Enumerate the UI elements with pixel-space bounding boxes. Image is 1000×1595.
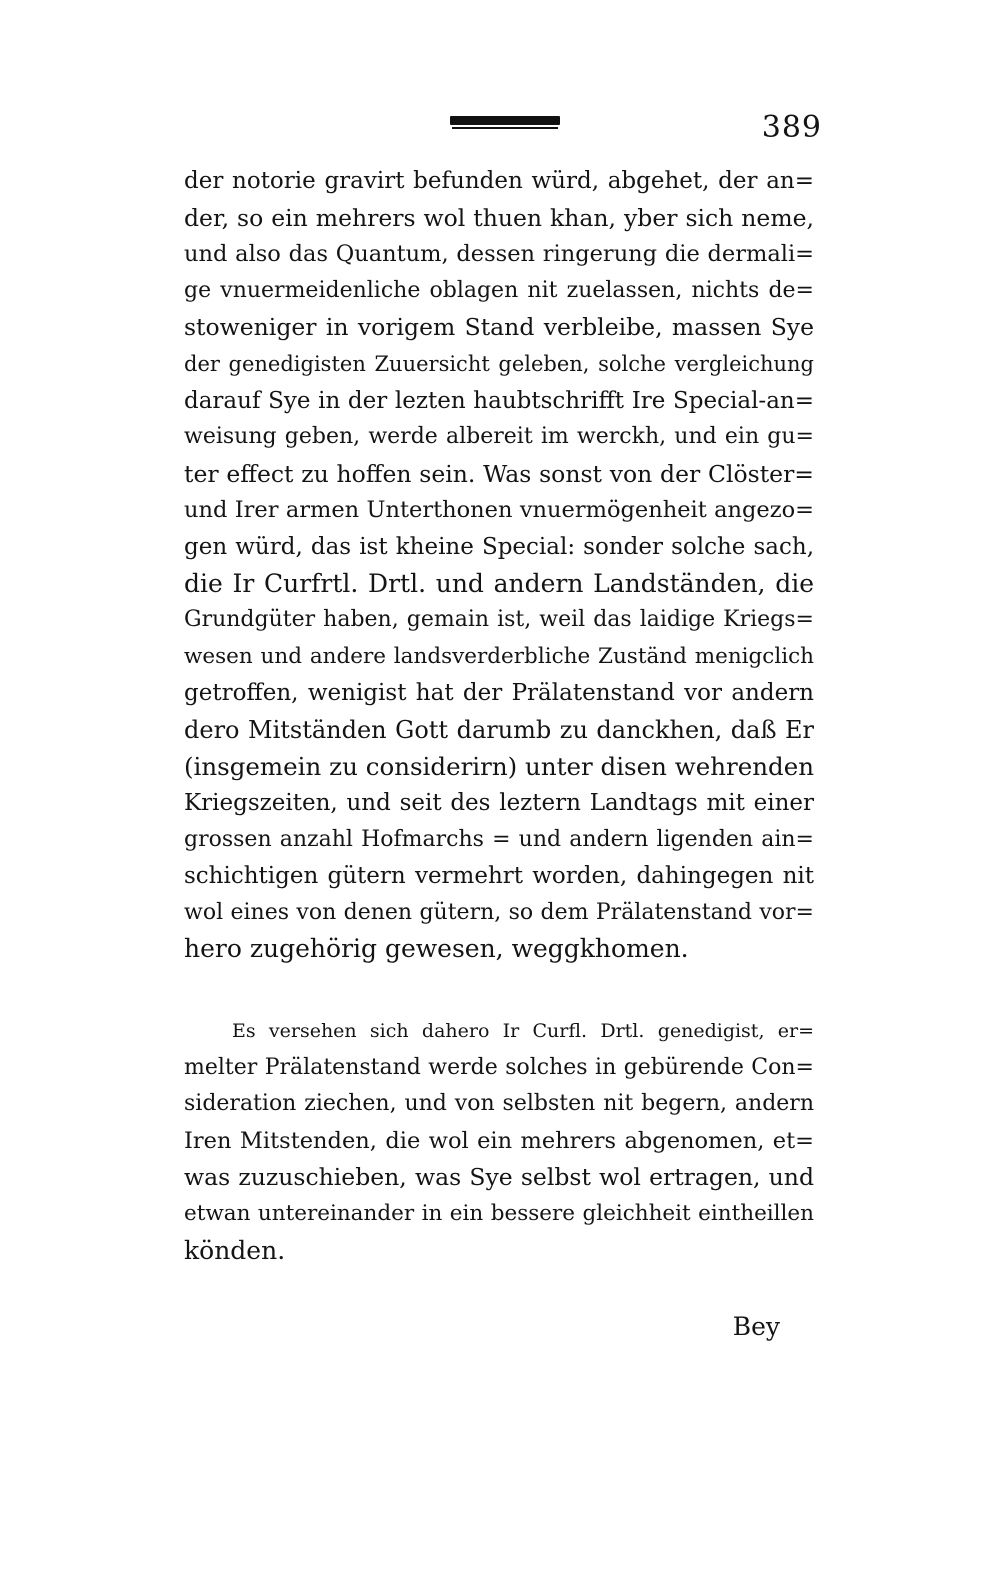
page-number: 389 [761,110,822,145]
text-line: der genedigisten Zuuersicht geleben, solche vergleichung [184,351,814,376]
paragraph-2 [184,1013,814,1269]
text-line: etwan untereinander in ein bessere gleichheit eintheillen [184,1200,814,1226]
paragraph-1 [184,163,814,968]
text-line: schichtigen gütern vermehrt worden, dahingegen nit [184,863,814,890]
text-line: sideration ziechen, und von selbsten nit begern, andern [184,1091,814,1117]
text-line: wesen und andere landsverderbliche Zuständ menigclich [184,643,814,669]
text-line: getroffen, wenigist hat der Prälatenstand vor andern [184,680,814,707]
text-line: der notorie gravirt befunden würd, abgehet, der an= [184,168,814,194]
text-line: Es versehen sich dahero Ir Curfl. Drtl. genedigist, er= [232,1020,814,1042]
text-line: die Ir Curfrtl. Drtl. und andern Landständen, die [184,568,814,598]
text-line: (insgemein zu considerirn) unter disen wehrenden [184,751,814,781]
text-line: der, so ein mehrers wol thuen khan, yber sich neme, [184,203,814,232]
text-line: grossen anzahl Hofmarchs = und andern ligenden ain= [184,826,814,852]
text-line: dero Mitständen Gott darumb zu danckhen, daß Er [184,715,814,744]
text-line: ter effect zu hoffen sein. Was sonst von der Clöster= [184,459,814,488]
text-line: weisung geben, werde albereit im werckh, und ein gu= [184,424,814,450]
text-line: könden. [184,1235,286,1265]
catchword: Bey [732,1312,780,1341]
text-line: Grundgüter haben, gemain ist, weil das laidige Kriegs= [184,607,814,633]
text-line: Iren Mitstenden, die wol ein mehrers abgenomen, et= [184,1127,814,1154]
text-line: hero zugehörig gewesen, weggkhomen. [184,934,689,964]
header-rule [450,116,560,125]
text-line: darauf Sye in der lezten haubtschrifft Ire Special-an= [184,387,814,414]
text-line: was zuzuschieben, was Sye selbst wol ertragen, und [184,1163,814,1192]
text-line: und Irer armen Unterthonen vnuermögenheit angezo= [184,497,814,524]
text-line: gen würd, das ist kheine Special: sonder solche sach, [184,533,814,560]
text-line: stoweniger in vorigem Stand verbleibe, massen Sye [184,313,814,342]
text-line: Kriegszeiten, und seit des leztern Landtags mit einer [184,790,814,817]
text-line: melter Prälatenstand werde solches in gebürende Con= [184,1054,814,1080]
text-line: und also das Quantum, dessen ringerung die dermali= [184,241,814,268]
text-line: wol eines von denen gütern, so dem Prälatenstand vor= [184,899,814,925]
text-line: ge vnuermeidenliche oblagen nit zuelassen, nichts de= [184,277,814,303]
